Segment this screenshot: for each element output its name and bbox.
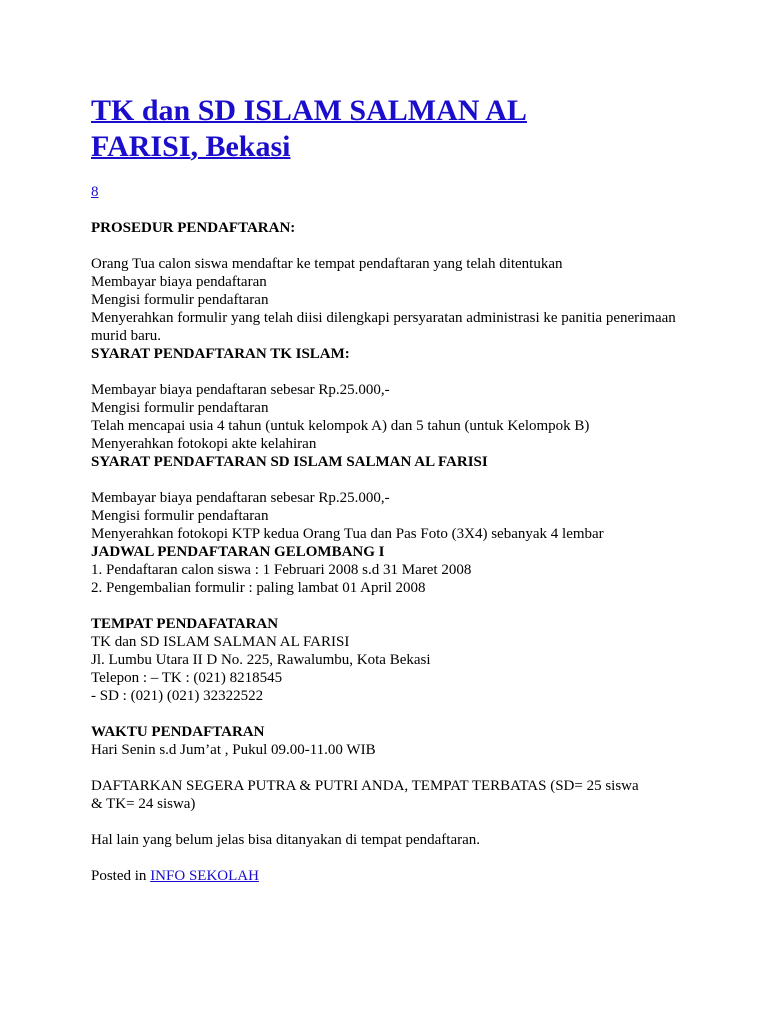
syarat-tk-item: Menyerahkan fotokopi akte kelahiran (91, 436, 317, 452)
tempat-heading: TEMPAT PENDAFATARAN (91, 616, 279, 632)
jadwal-item: 2. Pengembalian formulir : paling lambat 01 April 2008 (91, 580, 426, 596)
prosedur-item: Membayar biaya pendaftaran (91, 274, 267, 290)
closing-text: Hal lain yang belum jelas bisa ditanyakan di tempat pendaftaran. (91, 832, 481, 848)
prosedur-item: Mengisi formulir pendaftaran (91, 292, 269, 308)
post-title (91, 93, 571, 165)
jadwal-item: 1. Pendaftaran calon siswa : 1 Februari 2008 s.d 31 Maret 2008 (91, 562, 472, 578)
prosedur-item: Menyerahkan formulir yang telah diisi dilengkapi persyaratan administrasi ke panitia penerimaan murid baru. (91, 310, 676, 344)
comment-count (91, 183, 99, 201)
syarat-sd-item: Mengisi formulir pendaftaran (91, 508, 269, 524)
tempat-line: TK dan SD ISLAM SALMAN AL FARISI (91, 634, 350, 650)
waktu-line: Hari Senin s.d Jum’at , Pukul 09.00-11.00 WIB (91, 742, 376, 758)
prosedur-item: Orang Tua calon siswa mendaftar ke tempat pendaftaran yang telah ditentukan (91, 256, 563, 272)
tempat-line: Telepon : – TK : (021) 8218545 (91, 670, 283, 686)
waktu-heading: WAKTU PENDAFTARAN (91, 724, 265, 740)
post-title-link[interactable]: TK dan SD ISLAM SALMAN AL FARISI, Bekasi (91, 94, 527, 163)
syarat-tk-item: Mengisi formulir pendaftaran (91, 400, 269, 416)
syarat-tk-item: Telah mencapai usia 4 tahun (untuk kelompok A) dan 5 tahun (untuk Kelompok B) (91, 418, 590, 434)
syarat-sd-heading: SYARAT PENDAFTARAN SD ISLAM SALMAN AL FARISI (91, 454, 488, 470)
category-link[interactable]: INFO SEKOLAH (150, 868, 259, 884)
tempat-line: Jl. Lumbu Utara II D No. 225, Rawalumbu, Kota Bekasi (91, 652, 431, 668)
syarat-tk-item: Membayar biaya pendaftaran sebesar Rp.25.000,- (91, 382, 390, 398)
posted-in (91, 867, 691, 885)
comment-count-link[interactable]: 8 (91, 184, 99, 200)
posted-in-label: Posted in (91, 868, 147, 884)
prosedur-heading: PROSEDUR PENDAFTARAN: (91, 220, 296, 236)
jadwal-heading: JADWAL PENDAFTARAN GELOMBANG I (91, 544, 385, 560)
post-body (91, 219, 691, 885)
tempat-line: - SD : (021) (021) 32322522 (91, 688, 264, 704)
syarat-sd-item: Membayar biaya pendaftaran sebesar Rp.25.000,- (91, 490, 390, 506)
notice-text: DAFTARKAN SEGERA PUTRA & PUTRI ANDA, TEMPAT TERBATAS (SD= 25 siswa & TK= 24 siswa) (91, 778, 639, 812)
syarat-tk-heading: SYARAT PENDAFTARAN TK ISLAM: (91, 346, 350, 362)
syarat-sd-item: Menyerahkan fotokopi KTP kedua Orang Tua dan Pas Foto (3X4) sebanyak 4 lembar (91, 526, 604, 542)
